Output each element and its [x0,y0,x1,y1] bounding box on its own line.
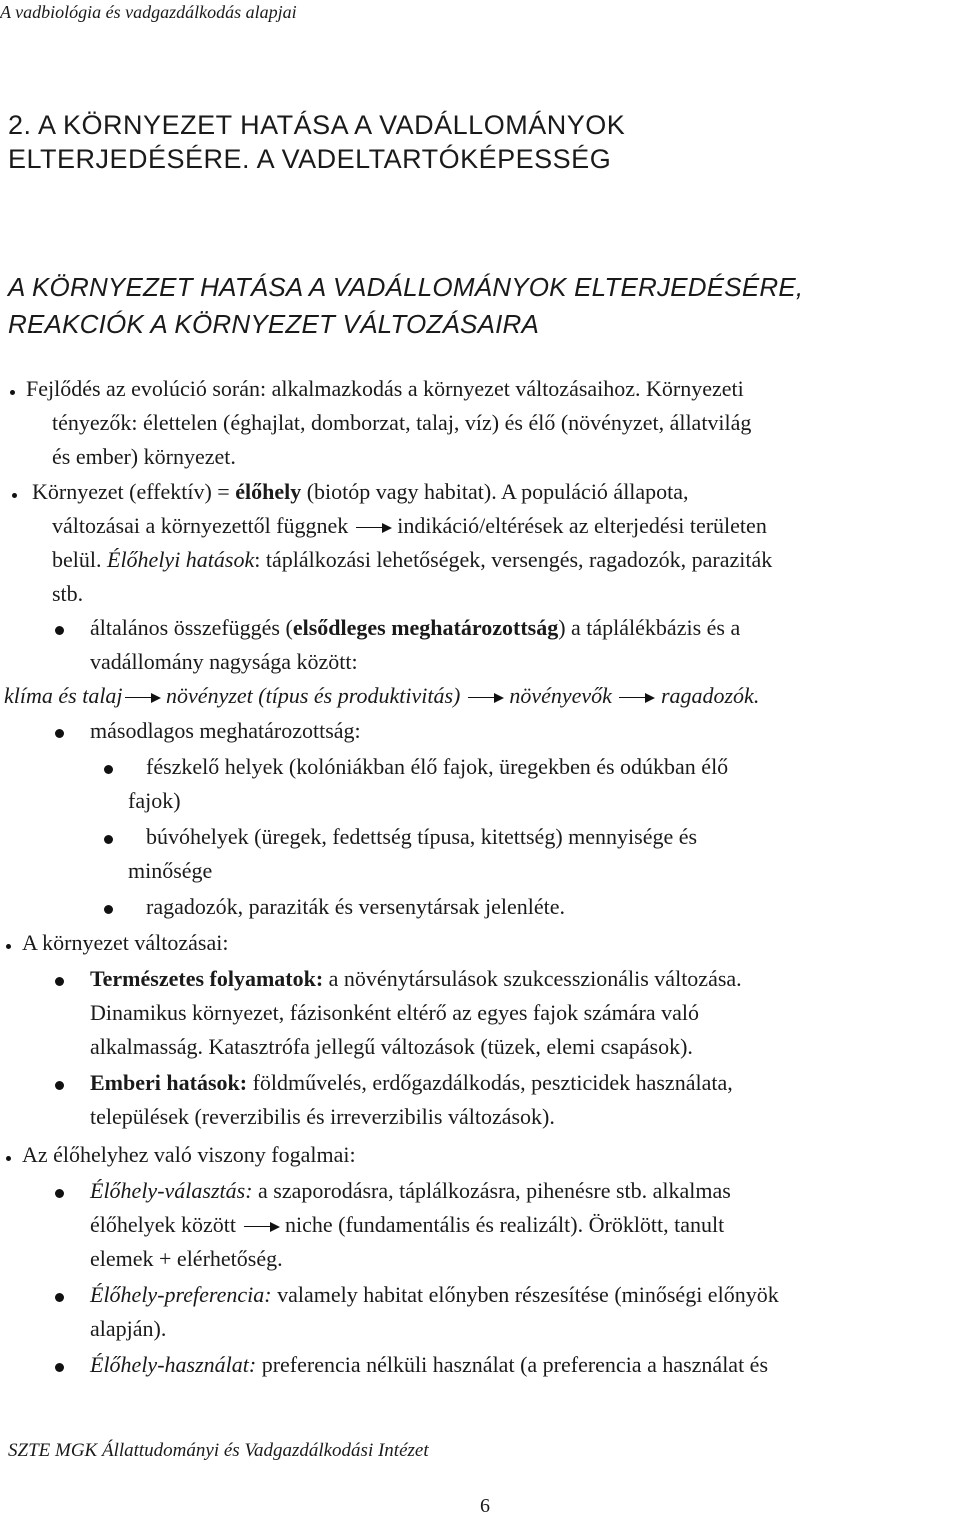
p5-a-line-3: alkalmasság. Katasztrófa jellegű változások (tüzek, elemi csapások). [90,1034,693,1059]
bullet-icon [55,729,64,738]
p1-line-2: tényezők: élettelen (éghajlat, domborzat, talaj, víz) és élő (növényzet, állatvilág [52,410,752,435]
p3-line-2: vadállomány nagysága között: [90,649,358,674]
arrow-right-icon [466,691,504,705]
p4-sub1-line-1: fészkelő helyek (kolóniákban élő fajok, üregekben és odúkban élő [146,754,729,779]
p3-line-1: általános összefüggés (elsődleges meghatározottság) a táplálékbázis és a [90,615,741,640]
bullet-icon [6,944,11,949]
bullet-icon [6,1156,11,1161]
p5-line-1: A környezet változásai: [22,930,229,955]
p6-b-line-2: alapján). [90,1316,167,1341]
chapter-title-line-2: ELTERJEDÉSÉRE. A VADELTARTÓKÉPESSÉG [8,144,612,174]
p6-a-line-2: élőhelyek között niche (fundamentális és realizált). Öröklött, tanult [90,1212,725,1237]
running-header: A vadbiológia és vadgazdálkodás alapjai [0,2,297,22]
p2-line-4: stb. [52,581,84,606]
p2-line-3: belül. Élőhelyi hatások: táplálkozási lehetőségek, versengés, ragadozók, paraziták [52,547,773,572]
arrow-right-icon [123,691,161,705]
arrow-right-icon [242,1220,280,1234]
p2-line-2: változásai a környezettől függnek indikáció/eltérések az elterjedési területen [52,513,767,538]
p6-c-line-1: Élőhely-használat: preferencia nélküli használat (a preferencia a használat és [90,1352,769,1377]
p6-line-1: Az élőhelyhez való viszony fogalmai: [22,1142,356,1167]
food-chain-line: klíma és talaj növényzet (típus és produktivitás) növényevők ragadozók. [4,683,760,708]
p6-a-line-1: Élőhely-választás: a szaporodásra, táplálkozásra, pihenésre stb. alkalmas [90,1178,731,1203]
bullet-icon [104,765,113,774]
p4-sub2-line-1: búvóhelyek (üregek, fedettség típusa, kitettség) mennyisége és [146,824,698,849]
bullet-icon [10,390,15,395]
bullet-icon [55,626,64,635]
bullet-icon [12,493,17,498]
p4-sub3: ragadozók, paraziták és versenytársak jelenléte. [146,894,566,919]
bullet-icon [55,1363,64,1372]
chapter-title-line-1: 2. A KÖRNYEZET HATÁSA A VADÁLLOMÁNYOK [8,110,626,140]
bullet-icon [104,835,113,844]
p5-b-line-1: Emberi hatások: földművelés, erdőgazdálkodás, peszticidek használata, [90,1070,733,1095]
p5-a-line-2: Dinamikus környezet, fázisonként eltérő az egyes fajok számára való [90,1000,700,1025]
bullet-icon [104,905,113,914]
page-number: 6 [480,1495,490,1517]
p4-line-1: másodlagos meghatározottság: [90,718,361,743]
p1-line-1: Fejlődés az evolúció során: alkalmazkodás a környezet változásaihoz. Környezeti [26,376,744,401]
p5-b-line-2: települések (reverzibilis és irreverzibilis változások). [90,1104,555,1129]
p5-a-line-1: Természetes folyamatok: a növénytársulások szukcesszionális változása. [90,966,742,991]
bullet-icon [55,977,64,986]
section-title-line-2: REAKCIÓK A KÖRNYEZET VÁLTOZÁSAIRA [8,309,540,339]
section-title-line-1: A KÖRNYEZET HATÁSA A VADÁLLOMÁNYOK ELTERJEDÉSÉRE, [8,272,804,302]
bullet-icon [55,1081,64,1090]
bullet-icon [55,1293,64,1302]
p1-line-3: és ember) környezet. [52,444,236,469]
p4-sub2-line-2: minősége [128,858,213,883]
arrow-right-icon [354,521,392,535]
p6-a-line-3: elemek + elérhetőség. [90,1246,283,1271]
habitat-term: élőhely [235,479,302,504]
page-footer: SZTE MGK Állattudományi és Vadgazdálkodási Intézet [8,1440,429,1461]
arrow-right-icon [617,691,655,705]
bullet-icon [55,1189,64,1198]
p2-line-1: Környezet (effektív) = élőhely (biotóp vagy habitat). A populáció állapota, [32,479,689,504]
p4-sub1-line-2: fajok) [128,788,181,813]
p6-b-line-1: Élőhely-preferencia: valamely habitat előnyben részesítése (minőségi előnyök [90,1282,779,1307]
